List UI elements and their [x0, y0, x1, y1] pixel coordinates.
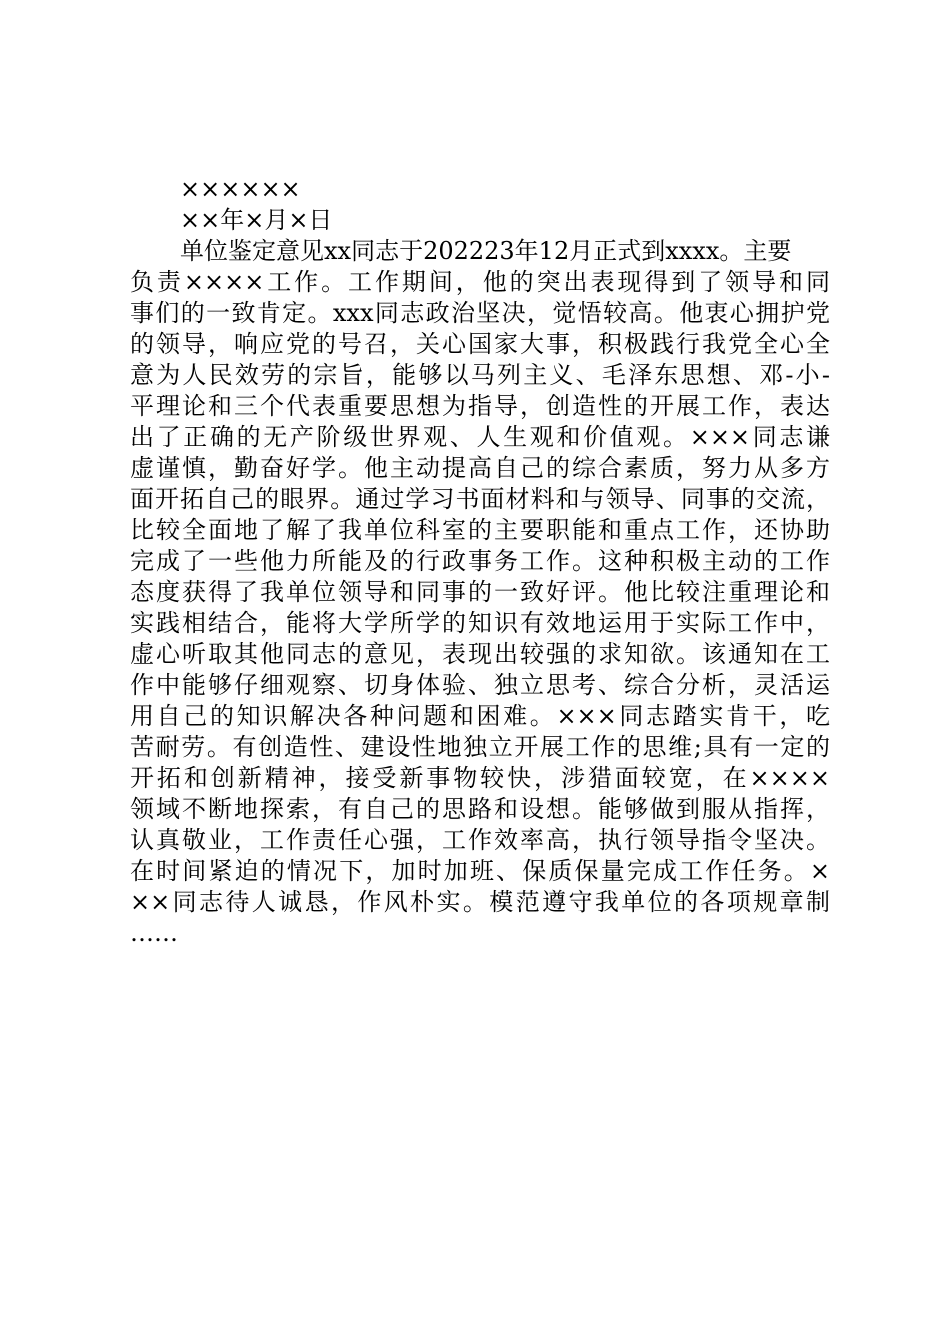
body-line: 负责××××工作。工作期间，他的突出表现得到了领导和同	[130, 268, 830, 296]
body-line: 开拓和创新精神，接受新事物较快，涉猎面较宽，在××××	[130, 764, 830, 792]
body-line: 用自己的知识解决各种问题和困难。×××同志踏实肯干，吃	[130, 702, 830, 730]
document-body	[130, 174, 830, 949]
body-line: 单位鉴定意见xx同志于202223年12月正式到xxxx。主要	[180, 237, 792, 265]
date-line: ××年×月×日	[180, 206, 333, 234]
body-line: 面开拓自己的眼界。通过学习书面材料和与领导、同事的交流，	[130, 485, 830, 513]
body-line: 的领导，响应党的号召，关心国家大事，积极践行我党全心全	[130, 330, 830, 358]
body-line: 虚谨慎，勤奋好学。他主动提高自己的综合素质，努力从多方	[130, 454, 830, 482]
body-line: 意为人民效劳的宗旨，能够以马列主义、毛泽东思想、邓-小-	[130, 361, 830, 389]
body-line: 领域不断地探索，有自己的思路和设想。能够做到服从指挥，	[130, 795, 830, 823]
body-line: 出了正确的无产阶级世界观、人生观和价值观。×××同志谦	[130, 423, 830, 451]
body-line: 认真敬业，工作责任心强，工作效率高，执行领导指令坚决。	[130, 826, 830, 854]
body-line: 态度获得了我单位领导和同事的一致好评。他比较注重理论和	[130, 578, 830, 606]
body-line: 事们的一致肯定。xxx同志政治坚决，觉悟较高。他衷心拥护党	[130, 299, 830, 327]
body-line: ××同志待人诚恳，作风朴实。模范遵守我单位的各项规章制	[130, 888, 830, 916]
ellipsis-line: ……	[130, 919, 178, 947]
body-line: 实践相结合，能将大学所学的知识有效地运用于实际工作中，	[130, 609, 830, 637]
body-line: 苦耐劳。有创造性、建设性地独立开展工作的思维;具有一定的	[130, 733, 830, 761]
signature-line: ××××××	[180, 175, 301, 203]
body-line: 虚心听取其他同志的意见，表现出较强的求知欲。该通知在工	[130, 640, 830, 668]
body-line: 在时间紧迫的情况下，加时加班、保质保量完成工作任务。×	[130, 857, 830, 885]
body-line: 完成了一些他力所能及的行政事务工作。这种积极主动的工作	[130, 547, 830, 575]
body-line: 平理论和三个代表重要思想为指导，创造性的开展工作，表达	[130, 392, 830, 420]
body-line: 比较全面地了解了我单位科室的主要职能和重点工作，还协助	[130, 516, 830, 544]
body-line: 作中能够仔细观察、切身体验、独立思考、综合分析，灵活运	[130, 671, 830, 699]
